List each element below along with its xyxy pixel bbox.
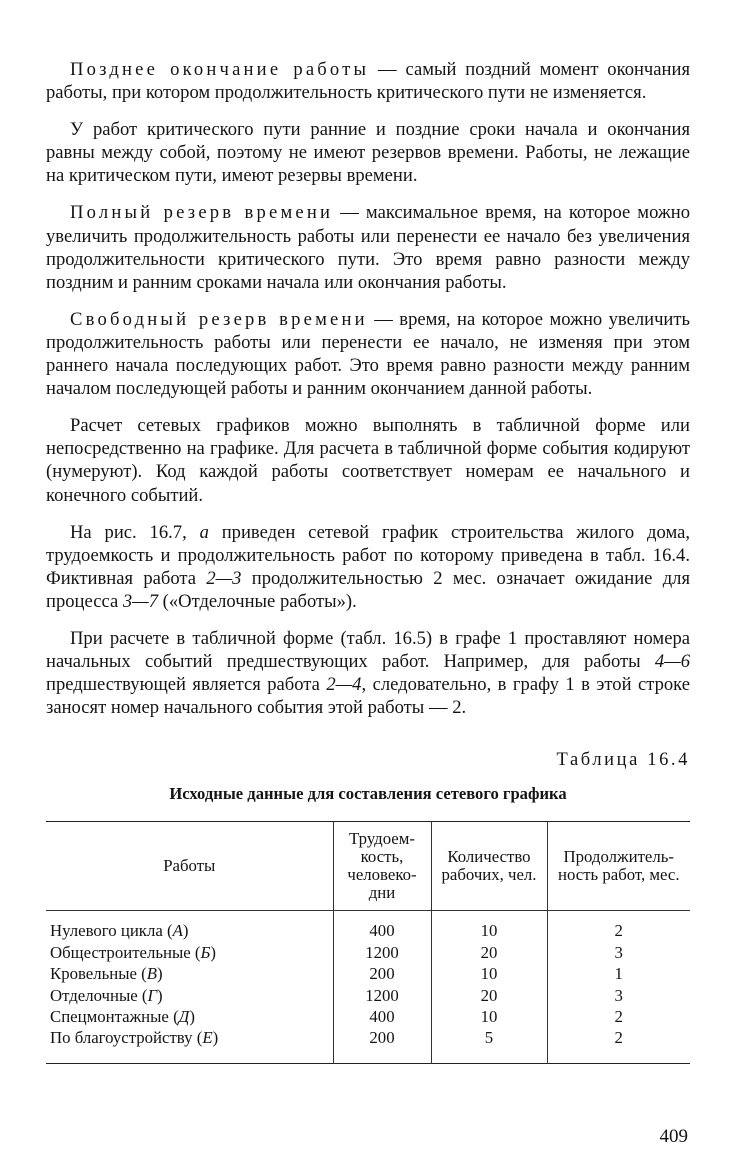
table-row: [46, 963, 690, 984]
term: Свободный резерв времени: [70, 308, 368, 330]
table-row: [46, 1006, 690, 1027]
paragraph-total-float: Полный резерв времени — максимальное время, на которое можно увеличить продолжительность работы или перенести ее начало без увеличения продолжительности критического пути. Это время равно разности между поздним и ранним сроками начала или окончания работы.: [46, 202, 690, 293]
duration-cell: 3: [547, 942, 690, 963]
page-body: [46, 58, 690, 1064]
paragraph-figure-ref: На рис. 16.7, а приведен сетевой график строительства жилого дома, трудоемкость и продолжительность работ по которому приведена в табл. 16.4. Фиктивная работа 2—3 продолжительностью 2 мес. означает ожидание для процесса 3—7 («Отделочные работы»).: [46, 521, 690, 612]
labor-cell: 1200: [333, 942, 431, 963]
table-caption: Таблица 16.4: [556, 750, 690, 771]
table-header-row: [46, 822, 690, 911]
labor-cell: 400: [333, 911, 431, 942]
work-name: Общестроительные (Б): [46, 942, 333, 963]
work-name: Отделочные (Г): [46, 985, 333, 1006]
workers-cell: 10: [431, 963, 547, 984]
workers-cell: 10: [431, 911, 547, 942]
duration-cell: 1: [547, 963, 690, 984]
paragraph-calculation: Расчет сетевых графиков можно выполнять в табличной форме или непосредственно на графике. Для расчета в табличной форме события кодируют (нумеруют). Код каждой работы соответствует номерам ее начального и конечного событий.: [46, 415, 690, 506]
work-name: Спецмонтажные (Д): [46, 1006, 333, 1027]
workers-cell: 10: [431, 1006, 547, 1027]
paragraph-critical-path: У работ критического пути ранние и поздние сроки начала и окончания равны между собой, поэтому не имеют резервов времени. Работы, не лежащие на критическом пути, имеют резервы времени.: [46, 119, 690, 187]
labor-cell: 200: [333, 963, 431, 984]
work-name: Нулевого цикла (А): [46, 911, 333, 942]
duration-cell: 2: [547, 1006, 690, 1027]
labor-cell: 1200: [333, 985, 431, 1006]
table-row: [46, 911, 690, 942]
table-row: [46, 942, 690, 963]
table-title: Исходные данные для составления сетевого графика: [169, 784, 567, 804]
workers-cell: 20: [431, 942, 547, 963]
duration-cell: 3: [547, 985, 690, 1006]
paragraph-free-float: Свободный резерв времени — время, на которое можно увеличить продолжительность работы или перенести ее начало, не изменяя при этом раннего начала последующих работ. Это время равно разности между ранним началом последующей работы и ранним окончанием данной работы.: [46, 308, 690, 400]
header-duration: Продолжитель-ность работ, мес.: [547, 822, 690, 911]
workers-cell: 20: [431, 985, 547, 1006]
paragraph-late-finish: Позднее окончание работы — самый поздний момент окончания работы, при котором продолжительность критического пути не изменяется.: [46, 59, 690, 104]
table-row: [46, 1027, 690, 1063]
work-name: По благоустройству (Е): [46, 1027, 333, 1063]
labor-cell: 200: [333, 1027, 431, 1063]
table-row: [46, 985, 690, 1006]
header-works: Работы: [46, 822, 333, 911]
workers-cell: 5: [431, 1027, 547, 1063]
term: Позднее окончание работы: [70, 59, 370, 80]
header-labor: Трудоем-кость, человеко-дни: [333, 822, 431, 911]
term: Полный резерв времени: [70, 202, 334, 224]
duration-cell: 2: [547, 911, 690, 942]
page-number: 409: [659, 1126, 688, 1147]
duration-cell: 2: [547, 1027, 690, 1063]
paragraph-table-calc: При расчете в табличной форме (табл. 16.5) в графе 1 проставляют номера начальных событий предшествующих работ. Например, для работы 4—6 предшествующей является работа 2—4, следовательно, в графу 1 в этой строке заносят номер начального события этой работы — 2.: [46, 627, 690, 719]
header-workers: Количество рабочих, чел.: [431, 822, 547, 911]
labor-cell: 400: [333, 1006, 431, 1027]
source-data-table: [46, 821, 690, 1063]
work-name: Кровельные (В): [46, 963, 333, 984]
